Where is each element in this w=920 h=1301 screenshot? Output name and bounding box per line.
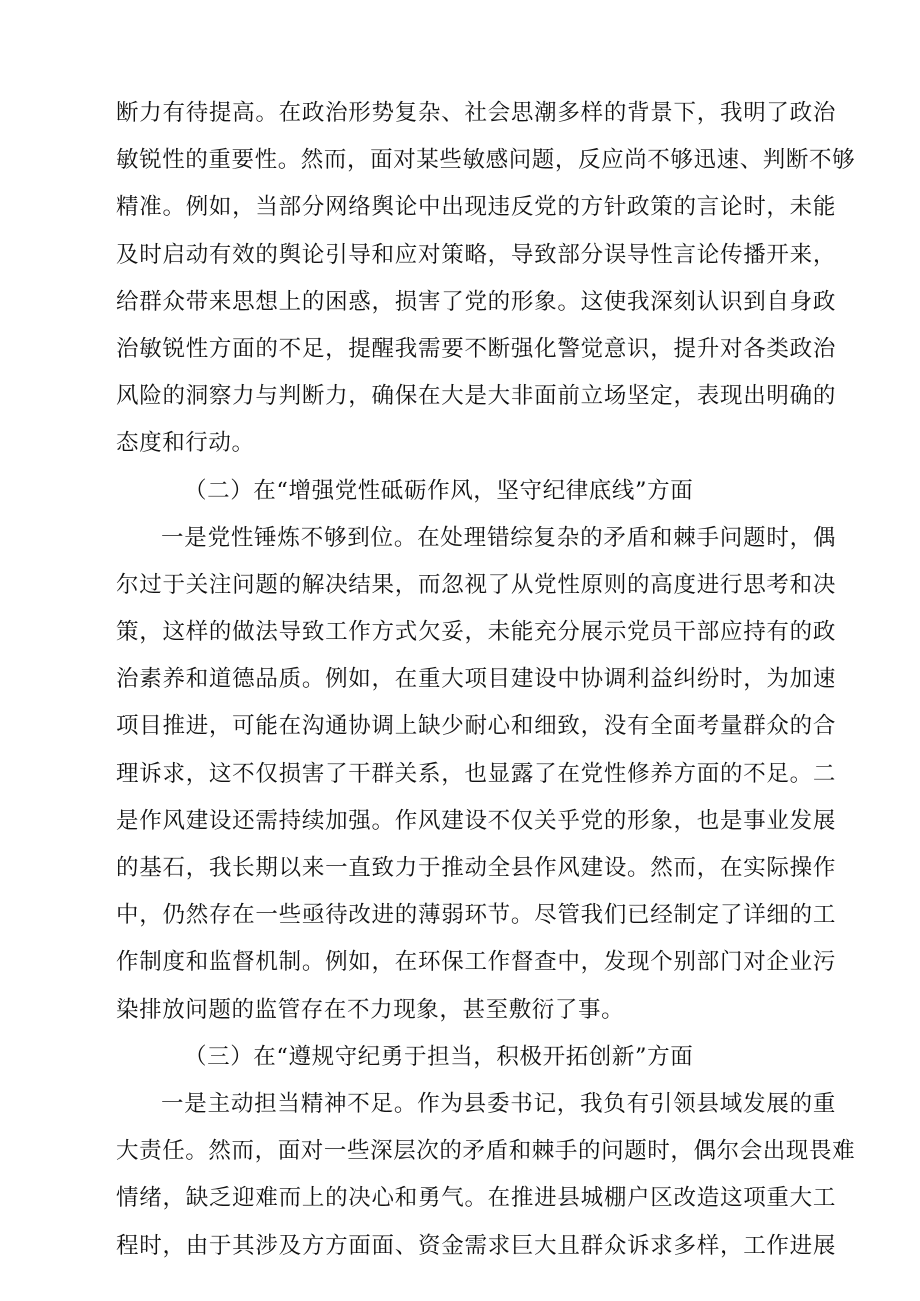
paragraph-responsibility: [116, 1081, 856, 1270]
text-line: 策，这样的做法导致工作方式欠妥，未能充分展示党员干部应持有的政: [116, 619, 836, 646]
text-line: 项目推进，可能在沟通协调上缺少耐心和细致，没有全面考量群众的合: [116, 713, 836, 740]
text-line: 是作风建设还需持续加强。作风建设不仅关乎党的形象，也是事业发展: [116, 807, 836, 834]
text-line: 敏锐性的重要性。然而，面对某些敏感问题，反应尚不够迅速、判断不够: [116, 147, 856, 174]
text-line: 一是党性锤炼不够到位。在处理错综复杂的矛盾和棘手问题时，偶: [161, 524, 836, 551]
text-line: 断力有待提高。在政治形势复杂、社会思潮多样的背景下，我明了政治: [116, 100, 836, 126]
text-line: 给群众带来思想上的困惑，损害了党的形象。这使我深刻认识到自身政: [116, 288, 836, 315]
text-line: 中，仍然存在一些亟待改进的薄弱环节。尽管我们已经制定了详细的工: [116, 902, 836, 929]
section-heading-2: （二）在“增强党性砥砺作风，坚守纪律底线”方面: [184, 477, 694, 504]
text-line: 态度和行动。: [116, 430, 255, 457]
paragraph-political-sensitivity: [116, 90, 856, 468]
text-line: 风险的洞察力与判断力，确保在大是大非面前立场坚定，表现出明确的: [116, 383, 836, 410]
text-line: 程时，由于其涉及方方面面、资金需求巨大且群众诉求多样，工作进展: [116, 1232, 836, 1259]
text-line: 治敏锐性方面的不足，提醒我需要不断强化警觉意识，提升对各类政治: [116, 335, 836, 362]
text-line: 及时启动有效的舆论引导和应对策略，导致部分误导性言论传播开来，: [116, 241, 836, 268]
paragraph-party-spirit: [116, 515, 836, 1034]
text-line: 作制度和监督机制。例如，在环保工作督查中，发现个别部门对企业污: [116, 949, 836, 976]
text-line: 尔过于关注问题的解决结果，而忽视了从党性原则的高度进行思考和决: [116, 571, 836, 598]
text-line: 的基石，我长期以来一直致力于推动全县作风建设。然而，在实际操作: [116, 855, 836, 881]
text-line: 大责任。然而，面对一些深层次的矛盾和棘手的问题时，偶尔会出现畏难: [116, 1138, 856, 1165]
section-heading-3: （三）在“遵规守纪勇于担当，积极开拓创新”方面: [184, 1043, 694, 1070]
text-line: 治素养和道德品质。例如，在重大项目建设中协调利益纠纷时，为加速: [116, 666, 836, 693]
text-line: 一是主动担当精神不足。作为县委书记，我负有引领县域发展的重: [161, 1090, 836, 1117]
text-line: 理诉求，这不仅损害了干群关系，也显露了在党性修养方面的不足。二: [116, 760, 836, 787]
text-line: 染排放问题的监管存在不力现象，甚至敷衍了事。: [116, 996, 625, 1023]
text-line: 精准。例如，当部分网络舆论中出现违反党的方针政策的言论时，未能: [116, 194, 836, 221]
document-page: [116, 90, 856, 1270]
text-line: 情绪，缺乏迎难而上的决心和勇气。在推进县城棚户区改造这项重大工: [116, 1185, 836, 1212]
